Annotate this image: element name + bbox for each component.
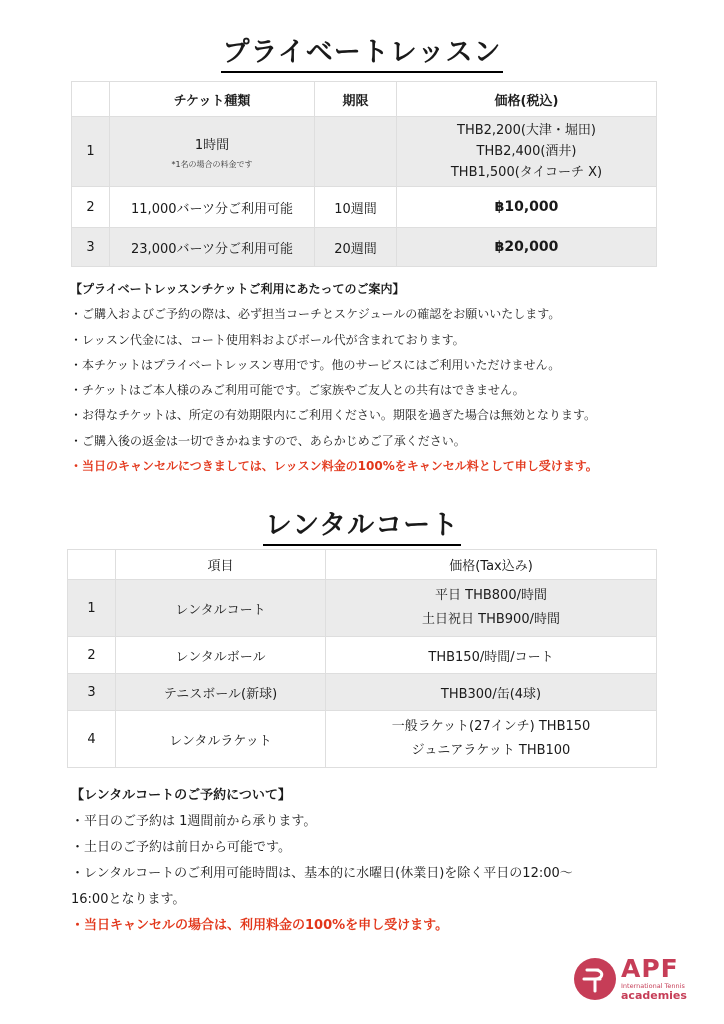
private-lesson-table (71, 81, 657, 267)
ticket-type: 23,000バーツ分ご利用可能 (110, 228, 315, 267)
ticket-type: 1時間 (194, 137, 230, 153)
logo-tagline: International Tennis (621, 982, 685, 990)
cancellation-warning: ・当日のキャンセルにつきましては、レッスン料金の100%をキャンセル料として申し受けます。 (70, 459, 598, 474)
table-row (68, 580, 657, 637)
table-row (72, 228, 657, 267)
row-number: 3 (68, 674, 116, 711)
apf-logo (574, 956, 694, 1008)
note-item: ・レッスン代金には、コート使用料およびボール代が含まれております。 (70, 332, 465, 347)
table-row (72, 117, 657, 187)
row-number: 1 (72, 117, 110, 187)
private-lesson-title: プライベートレッスン (0, 30, 724, 69)
note-item: ・平日のご予約は 1週間前から承ります。 (71, 814, 317, 829)
note-item: ・チケットはご本人様のみご利用可能です。ご家族やご友人との共有はできません。 (70, 383, 525, 398)
price-line: THB2,400(酒井) (476, 144, 577, 159)
note-item: 16:00となります。 (71, 892, 186, 907)
note-item: ・お得なチケットは、所定の有効期限内にご利用ください。期限を過ぎた場合は無効となります。 (70, 408, 596, 423)
item-cell: レンタルコート (116, 580, 326, 637)
table-row (68, 711, 657, 768)
notes-heading: 【レンタルコートのご予約について】 (71, 788, 291, 803)
note-item: ・ご購入およびご予約の際は、必ず担当コーチとスケジュールの確認をお願いいたします。 (70, 307, 561, 322)
price-line: 一般ラケット(27インチ) THB150 (391, 719, 591, 734)
price-cell: THB150/時間/コート (326, 637, 657, 674)
rental-court-title: レンタルコート (0, 503, 724, 542)
rental-table (67, 549, 657, 768)
item-cell: レンタルボール (116, 637, 326, 674)
price-line: ジュニアラケット THB100 (411, 743, 571, 758)
cancellation-warning: ・当日キャンセルの場合は、利用料金の100%を申し受けます。 (71, 918, 449, 933)
period-cell: 10週間 (315, 187, 397, 228)
notes-heading: 【プライベートレッスンチケットご利用にあたってのご案内】 (70, 282, 405, 296)
row-number: 4 (68, 711, 116, 768)
ticket-type: 11,000バーツ分ご利用可能 (110, 187, 315, 228)
table-header-row (72, 82, 657, 117)
note-item: ・土日のご予約は前日から可能です。 (71, 840, 291, 855)
row-number: 2 (68, 637, 116, 674)
table-header-row (68, 550, 657, 580)
ticket-cell (110, 117, 315, 187)
table-row (72, 187, 657, 228)
ticket-note: *1名の場合の料金です (171, 159, 253, 169)
header-cell: 期限 (315, 82, 397, 117)
logo-tagline: academies (621, 989, 687, 1002)
item-cell: レンタルラケット (116, 711, 326, 768)
price-line: THB1,500(タイコーチ X) (450, 165, 603, 180)
header-cell: 価格(税込) (397, 82, 657, 117)
price-cell: THB300/缶(4球) (326, 674, 657, 711)
rental-notes (71, 783, 691, 939)
price-cell: ฿10,000 (397, 187, 657, 228)
note-item: ・ご購入後の返金は一切できかねますので、あらかじめご了承ください。 (70, 433, 466, 448)
price-cell (326, 711, 657, 768)
header-cell: 価格(Tax込み) (326, 550, 657, 580)
private-lesson-notes (70, 277, 690, 479)
price-line: THB2,200(大津・堀田) (457, 123, 596, 138)
row-number: 3 (72, 228, 110, 267)
note-item: ・本チケットはプライベートレッスン専用です。他のサービスにはご利用いただけません。 (70, 357, 561, 372)
price-cell: ฿20,000 (397, 228, 657, 267)
price-line: 土日祝日 THB900/時間 (422, 612, 560, 627)
logo-mark-icon (574, 958, 616, 1000)
table-row (68, 637, 657, 674)
price-cell (397, 117, 657, 187)
period-cell: 20週間 (315, 228, 397, 267)
header-cell (72, 82, 110, 117)
row-number: 1 (68, 580, 116, 637)
note-item: ・レンタルコートのご利用可能時間は、基本的に水曜日(休業日)を除く平日の12:00〜 (71, 866, 573, 881)
row-number: 2 (72, 187, 110, 228)
period-cell (315, 117, 397, 187)
header-cell: チケット種類 (110, 82, 315, 117)
item-cell: テニスボール(新球) (116, 674, 326, 711)
price-line: 平日 THB800/時間 (435, 588, 547, 603)
header-cell (68, 550, 116, 580)
price-cell (326, 580, 657, 637)
table-row (68, 674, 657, 711)
header-cell: 項目 (116, 550, 326, 580)
logo-name: APF (621, 954, 679, 983)
